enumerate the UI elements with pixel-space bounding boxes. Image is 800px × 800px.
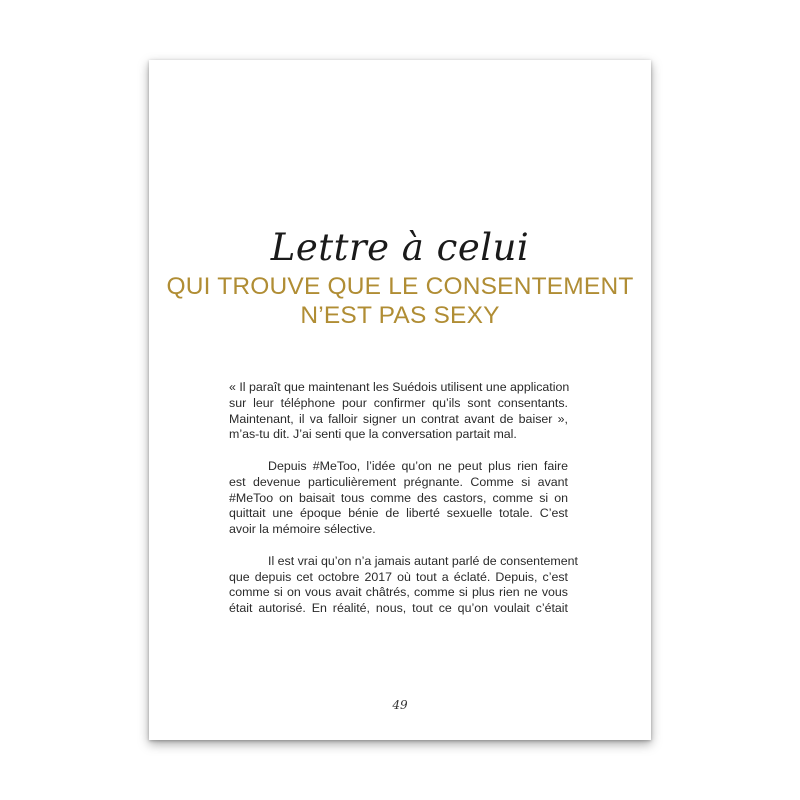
text-line: sur leur téléphone pour confirmer qu’ils sont consentants. [229,395,568,410]
text-line: #MeToo on baisait tous comme des castors, comme si on [229,490,568,505]
text-line: m’as-tu dit. J’ai senti que la conversation partait mal. [229,427,517,442]
chapter-title-caps-line-2: N’EST PAS SEXY [300,302,500,329]
text-line: « Il paraît que maintenant les Suédois utilisent une application [229,380,570,394]
chapter-title-caps-line-1: QUI TROUVE QUE LE CONSENTEMENT [166,273,634,300]
text-line: Il est vrai qu’on n’a jamais autant parlé de consentement [268,553,578,568]
chapter-title-script: Lettre à celui [270,226,530,269]
book-page [149,60,651,740]
text-line: quittait une époque bénie de liberté sexuelle totale. C’est [229,506,568,521]
text-line: avoir la mémoire sélective. [229,522,376,537]
chapter-title-caps [149,272,651,330]
body-text [229,380,578,633]
page-number: 49 [392,698,408,712]
text-line: est devenue particulièrement prégnante. Comme si avant [229,474,568,489]
text-line: était autorisé. En réalité, nous, tout ce qu’on voulait c’était [229,601,568,616]
text-line: Maintenant, il va falloir signer un contrat avant de baiser », [229,411,568,426]
text-line: Depuis #MeToo, l’idée qu’on ne peut plus rien faire [268,458,568,473]
text-line: comme si on vous avait châtrés, comme si plus rien ne vous [229,585,568,600]
paragraph-2 [229,459,568,538]
paragraph-1 [229,380,568,443]
text-line: que depuis cet octobre 2017 où tout a éclaté. Depuis, c’est [229,569,568,584]
paragraph-3 [229,553,578,617]
